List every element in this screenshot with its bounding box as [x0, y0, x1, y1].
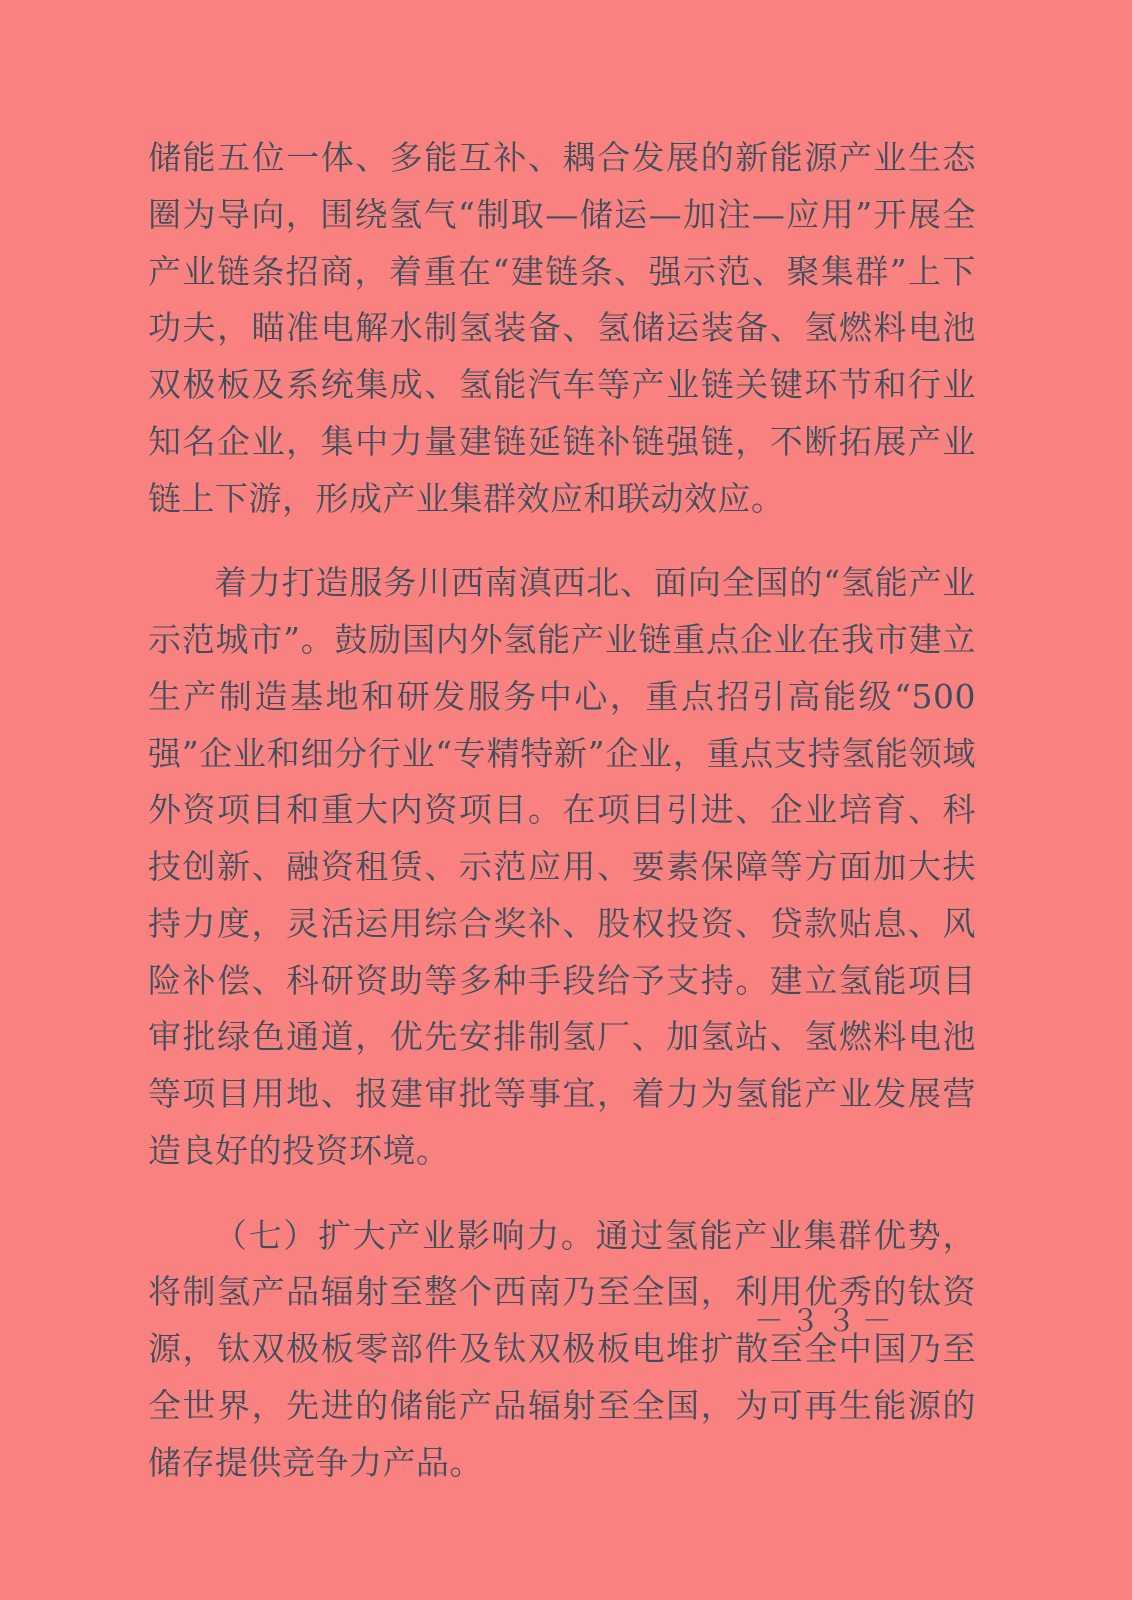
document-body	[148, 130, 976, 1497]
paragraph-1: 储能五位一体、多能互补、耦合发展的新能源产业生态圈为导向，围绕氢气“制取—储运—加注—应用”开展全产业链条招商，着重在“建链条、强示范、聚集群”上下功夫，瞄准电解水制氢装备、氢储运装备、氢燃料电池双极板及系统集成、氢能汽车等产业链关键环节和行业知名企业，集中力量建链延链补链强链，不断拓展产业链上下游，形成产业集群效应和联动效应。	[148, 138, 976, 518]
paragraph-spacer	[148, 1186, 976, 1208]
paragraph-spacer	[148, 533, 976, 555]
paragraph-2: 着力打造服务川西南滇西北、面向全国的“氢能产业示范城市”。鼓励国内外氢能产业链重点企业在我市建立生产制造基地和研发服务中心，重点招引高能级“500强”企业和细分行业“专精特新”企业，重点支持氢能领域外资项目和重大内资项目。在项目引进、企业培育、科技创新、融资租赁、示范应用、要素保障等方面加大扶持力度，灵活运用综合奖补、股权投资、贷款贴息、风险补偿、科研资助等多种手段给予支持。建立氢能项目审批绿色通道，优先安排制氢厂、加氢站、氢燃料电池等项目用地、报建审批等事宜，着力为氢能产业发展营造良好的投资环境。	[148, 563, 976, 1170]
page-number: －３３－	[754, 1304, 898, 1339]
paragraph-3: （七）扩大产业影响力。通过氢能产业集群优势，将制氢产品辐射至整个西南乃至全国，利用优秀的钛资源，钛双极板零部件及钛双极板电堆扩散至全中国乃至全世界，先进的储能产品辐射至全国，为可再生能源的储存提供竞争力产品。	[148, 1215, 976, 1482]
